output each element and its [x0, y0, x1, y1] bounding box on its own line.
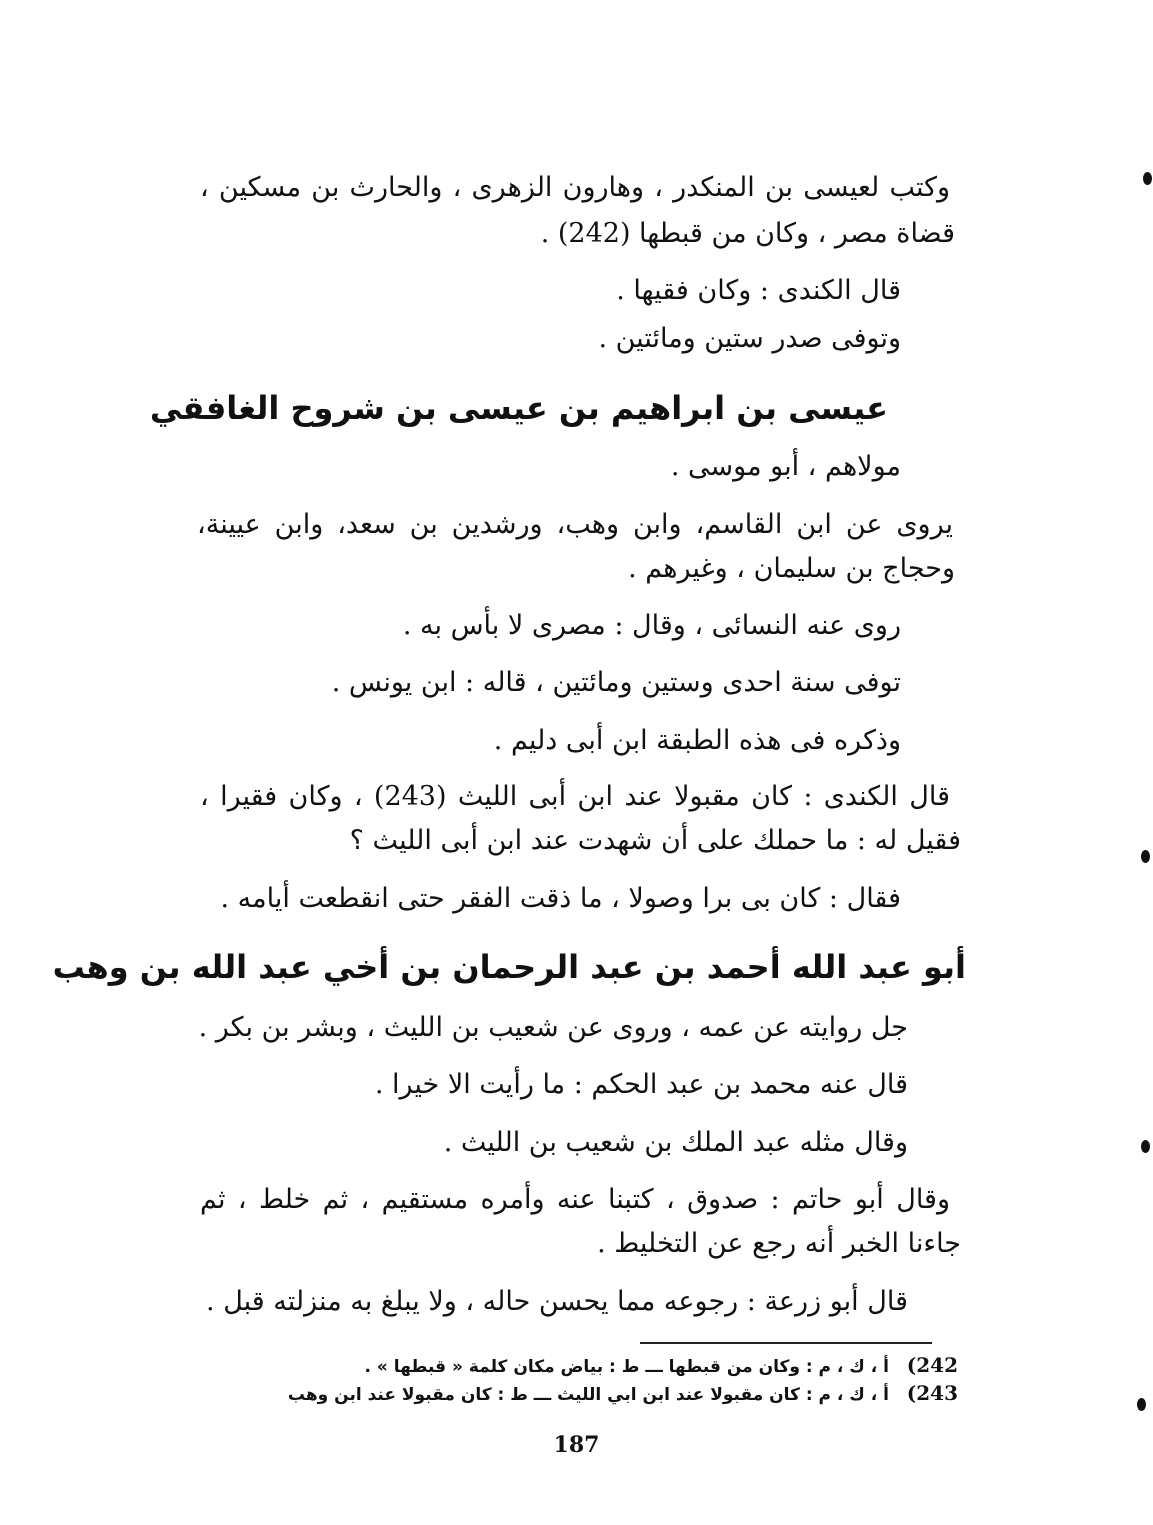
footnote-text: أ ، ك ، م : وكان من قبطها ـــ ط : بياض مكان كلمة « قبطها » .	[364, 1357, 890, 1377]
footnote-text: أ ، ك ، م : كان مقبولا عند ابن ابي الليث ـــ ط : كان مقبولا عند ابن وهب	[287, 1385, 890, 1405]
page-number: 187	[553, 1432, 600, 1458]
paragraph: قال الكندى : وكان فقيها .	[616, 275, 901, 306]
paragraph: وذكره فى هذه الطبقة ابن أبى دليم .	[493, 725, 901, 756]
section-heading: أبو عبد الله أحمد بن عبد الرحمان بن أخي عبد الله بن وهب	[52, 948, 966, 986]
paragraph: فقال : كان بى برا وصولا ، ما ذقت الفقر حتى انقطعت أيامه .	[220, 883, 901, 914]
paragraph-line: قال الكندى : كان مقبولا عند ابن أبى الليث (243) ، وكان فقيرا ،	[200, 781, 950, 812]
paragraph-line: فقيل له : ما حملك على أن شهدت عند ابن أبى الليث ؟	[349, 825, 961, 856]
scan-mark	[1137, 1398, 1146, 1411]
scan-mark	[1141, 850, 1150, 863]
paragraph-line: وحجاج بن سليمان ، وغيرهم .	[628, 553, 955, 584]
footnote-number: 242)	[906, 1353, 958, 1377]
paragraph-line: يروى عن ابن القاسم، وابن وهب، ورشدين بن سعد، وابن عيينة،	[197, 509, 953, 540]
paragraph: توفى سنة احدى وستين ومائتين ، قاله : ابن يونس .	[331, 667, 901, 698]
section-heading: عيسى بن ابراهيم بن عيسى بن شروح الغافقي	[149, 389, 888, 427]
scan-mark	[1141, 1140, 1150, 1153]
footnote	[288, 1380, 958, 1408]
paragraph-line: وكتب لعيسى بن المنكدر ، وهارون الزهرى ، والحارث بن مسكين ،	[200, 172, 950, 203]
paragraph: قال عنه محمد بن عبد الحكم : ما رأيت الا خيرا .	[374, 1069, 908, 1100]
footnote-number: 243)	[906, 1381, 958, 1405]
paragraph-line: قضاة مصر ، وكان من قبطها (242) .	[540, 218, 955, 249]
paragraph-line: وقال أبو حاتم : صدوق ، كتبنا عنه وأمره مستقيم ، ثم خلط ، ثم	[200, 1184, 950, 1215]
paragraph: وقال مثله عبد الملك بن شعيب بن الليث .	[443, 1127, 908, 1158]
paragraph: قال أبو زرعة : رجوعه مما يحسن حاله ، ولا يبلغ به منزلته قبل .	[206, 1286, 908, 1317]
scan-mark	[1143, 172, 1152, 185]
paragraph: روى عنه النسائى ، وقال : مصرى لا بأس به .	[402, 610, 901, 641]
footnote-divider	[640, 1342, 932, 1344]
footnote	[365, 1352, 958, 1380]
paragraph-line: جاءنا الخبر أنه رجع عن التخليط .	[597, 1228, 961, 1259]
paragraph: مولاهم ، أبو موسى .	[670, 451, 901, 482]
paragraph: وتوفى صدر ستين ومائتين .	[598, 323, 901, 354]
paragraph: جل روايته عن عمه ، وروى عن شعيب بن الليث ، وبشر بن بكر .	[198, 1012, 908, 1043]
